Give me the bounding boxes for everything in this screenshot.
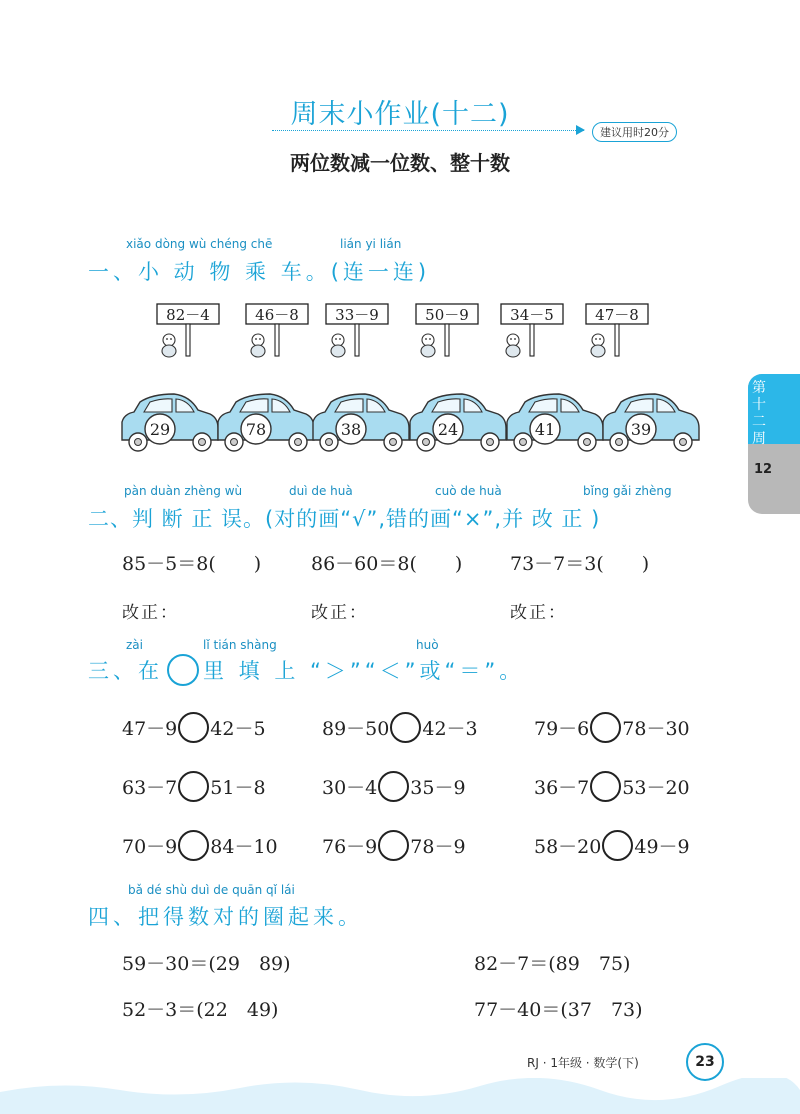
compare-item (534, 771, 690, 802)
compare-item (122, 771, 266, 802)
section1-heading: 一、小 动 物 乘 车。(连一连) (88, 260, 431, 284)
compare-right: 78－9 (410, 836, 466, 858)
sign-text: 33－9 (335, 306, 379, 324)
compare-item (122, 712, 266, 743)
pinyin-s2b: duì de huà (289, 484, 353, 498)
animal-icon (331, 334, 345, 357)
time-badge: 建议用时20分 (592, 122, 677, 142)
section3-heading (88, 654, 524, 686)
section2-heading: 二、判 断 正 误。(对的画“√”,错的画“×”,并 改 正 ) (88, 507, 601, 531)
arrow-icon (576, 125, 585, 135)
animal-sign-5 (501, 304, 563, 357)
compare-left: 70－9 (122, 836, 178, 858)
footer-wave (0, 1078, 800, 1114)
compare-item (322, 771, 466, 802)
car-4 (410, 394, 506, 451)
pinyin-s3b: lǐ tián shàng (203, 638, 277, 652)
section3-heading-a: 三、在 (88, 659, 163, 683)
title-underline (272, 130, 584, 131)
compare-left: 30－4 (322, 777, 378, 799)
car-2 (218, 394, 314, 451)
circle-icon (167, 654, 199, 686)
pinyin-s3a: zài (126, 638, 143, 652)
sign-text: 46－8 (255, 306, 299, 324)
footer-text: RJ · 1年级 · 数学(下) (527, 1056, 639, 1070)
pinyin-s4: bǎ dé shù duì de quān qǐ lái (128, 883, 295, 897)
compare-item (322, 830, 466, 861)
compare-circle[interactable] (378, 771, 409, 802)
compare-item (122, 830, 278, 861)
compare-circle[interactable] (178, 830, 209, 861)
compare-left: 79－6 (534, 718, 590, 740)
compare-item (534, 830, 690, 861)
compare-item (322, 712, 478, 743)
animal-sign-4 (416, 304, 478, 357)
section4-heading: 四、把得数对的圈起来。 (88, 905, 363, 929)
fix-label-2: 改正： (311, 603, 368, 623)
pinyin-s2a: pàn duàn zhèng wù (124, 484, 243, 498)
animal-car-diagram (100, 296, 720, 471)
judge-item-3: 73－7＝3( ) (510, 553, 650, 575)
animal-icon (162, 334, 176, 357)
compare-left: 76－9 (322, 836, 378, 858)
car-1 (122, 394, 218, 451)
animal-icon (421, 334, 435, 357)
judge-item-2: 86－60＝8( ) (311, 553, 463, 575)
compare-right: 49－9 (634, 836, 690, 858)
judge-item-1: 85－5＝8( ) (122, 553, 262, 575)
compare-item (534, 712, 690, 743)
pinyin-s1b: lián yi lián (340, 237, 402, 251)
car-number: 38 (340, 420, 362, 439)
animal-icon (591, 334, 605, 357)
week-tab-number: 12 (754, 462, 773, 477)
pinyin-s2c: cuò de huà (435, 484, 502, 498)
compare-left: 47－9 (122, 718, 178, 740)
section3-heading-b: 里 填 上 “＞”“＜”或“＝”。 (203, 659, 525, 683)
car-number: 29 (149, 420, 171, 439)
circle-answer-item-1: 59－30＝(29 89) (122, 953, 291, 975)
sign-text: 47－8 (595, 306, 639, 324)
compare-circle[interactable] (178, 712, 209, 743)
compare-left: 63－7 (122, 777, 178, 799)
car-6 (603, 394, 699, 451)
compare-circle[interactable] (390, 712, 421, 743)
animal-sign-3 (326, 304, 388, 357)
car-3 (313, 394, 409, 451)
pinyin-s1a: xiǎo dòng wù chéng chē (126, 237, 273, 251)
sign-text: 34－5 (510, 306, 554, 324)
animal-icon (506, 334, 520, 357)
week-tab-label: 第十二周 (752, 380, 766, 447)
compare-circle[interactable] (590, 712, 621, 743)
compare-right: 53－20 (622, 777, 690, 799)
car-number: 78 (245, 420, 267, 439)
compare-right: 78－30 (622, 718, 690, 740)
compare-right: 84－10 (210, 836, 278, 858)
fix-label-3: 改正： (510, 603, 567, 623)
car-number: 24 (437, 420, 459, 439)
page-number: 23 (686, 1043, 724, 1081)
circle-answer-item-2: 82－7＝(89 75) (474, 953, 631, 975)
circle-answer-item-3: 52－3＝(22 49) (122, 999, 279, 1021)
car-number: 39 (630, 420, 652, 439)
compare-left: 89－50 (322, 718, 390, 740)
animal-icon (251, 334, 265, 357)
compare-left: 58－20 (534, 836, 602, 858)
compare-circle[interactable] (590, 771, 621, 802)
compare-circle[interactable] (178, 771, 209, 802)
circle-answer-item-4: 77－40＝(37 73) (474, 999, 643, 1021)
animal-sign-6 (586, 304, 648, 357)
sign-text: 50－9 (425, 306, 469, 324)
page-title: 周末小作业(十二) (290, 99, 510, 130)
sign-text: 82－4 (166, 306, 210, 324)
pinyin-s3c: huò (416, 638, 439, 652)
page-subtitle: 两位数减一位数、整十数 (290, 151, 510, 175)
compare-circle[interactable] (378, 830, 409, 861)
animal-sign-2 (246, 304, 308, 357)
fix-label-1: 改正： (122, 603, 179, 623)
compare-right: 42－3 (422, 718, 478, 740)
compare-right: 51－8 (210, 777, 266, 799)
compare-right: 42－5 (210, 718, 266, 740)
car-5 (507, 394, 603, 451)
car-number: 41 (534, 420, 556, 439)
animal-sign-1 (157, 304, 219, 357)
compare-circle[interactable] (602, 830, 633, 861)
compare-right: 35－9 (410, 777, 466, 799)
pinyin-s2d: bǐng gǎi zhèng (583, 484, 672, 498)
compare-left: 36－7 (534, 777, 590, 799)
